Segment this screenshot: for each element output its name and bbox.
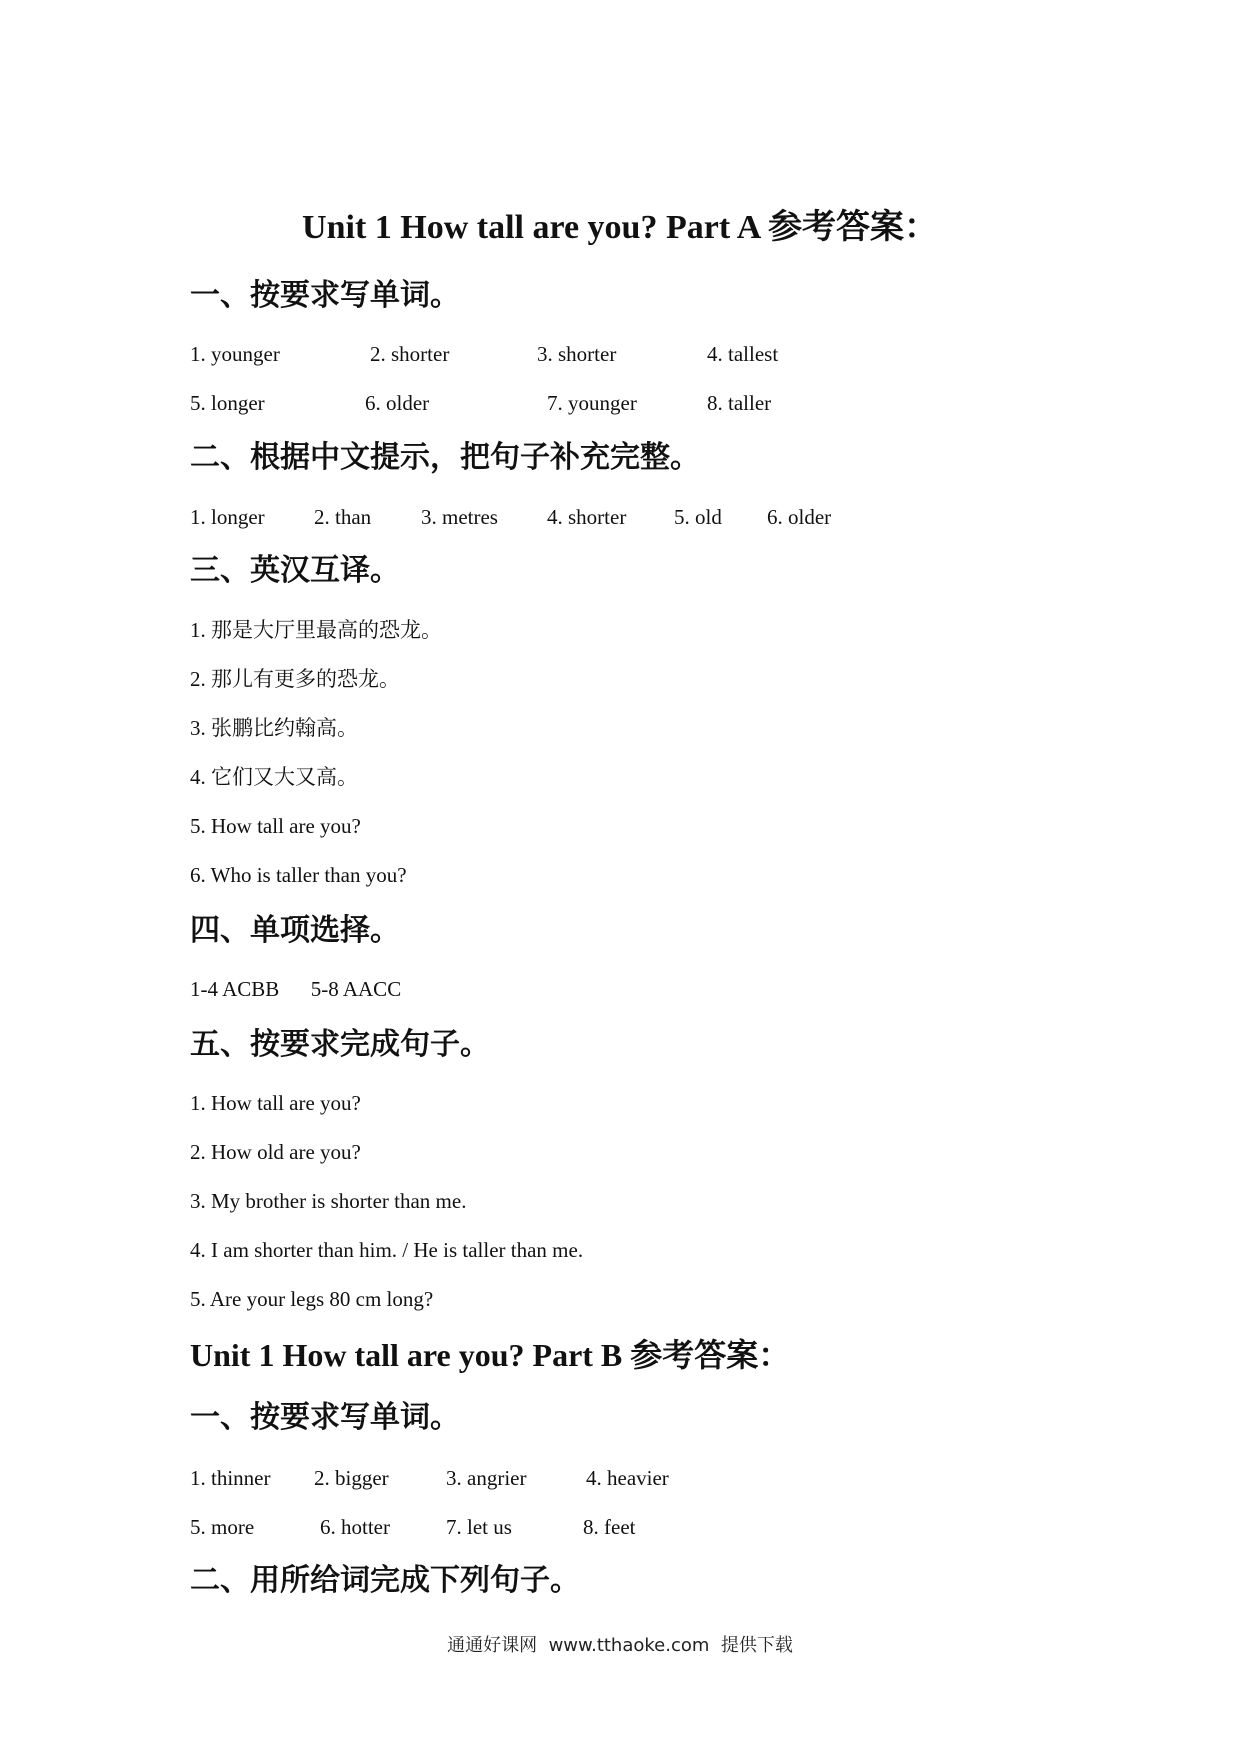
answer-item: 1. younger [190,342,280,366]
part-a-section-1-row-2 [190,390,890,416]
part-b-section-1-row-2 [190,1514,890,1540]
answer-item: 2. shorter [370,342,450,366]
sentence-line: 5. Are your legs 80 cm long? [190,1287,434,1311]
answer-item: 3. shorter [537,342,617,366]
answer-item: 6. older [767,505,832,529]
translation-line: 4. 它们又大又高。 [190,765,358,789]
part-b-title: Unit 1 How tall are you? Part B 参考答案： [190,1337,791,1373]
answer-item: 7. let us [446,1515,512,1539]
sentence-line: 3. My brother is shorter than me. [190,1189,467,1213]
answer-item: 4. tallest [707,342,779,366]
answer-item: 1. longer [190,505,265,529]
part-b-section-1-heading: 一、按要求写单词。 [190,1401,460,1434]
answer-item: 4. shorter [547,505,627,529]
answer-item: 5. old [674,505,722,529]
answer-item: 8. taller [707,391,772,415]
answer-item: 2. bigger [314,1466,389,1490]
part-a-section-2-row [190,504,890,530]
part-a-title: Unit 1 How tall are you? Part A 参考答案： [302,209,938,246]
footer-source-text: 通通好课网 www.tthaoke.com 提供下载 [447,1635,793,1656]
part-a-section-4-heading: 四、单项选择。 [190,914,400,947]
part-a-section-3-heading: 三、英汉互译。 [190,554,400,587]
answer-item: 6. older [365,391,430,415]
answer-item: 6. hotter [320,1515,390,1539]
answer-item: 3. metres [421,505,498,529]
answer-item: 4. heavier [586,1466,669,1490]
answer-item: 1. thinner [190,1466,271,1490]
part-b-section-1-row-1 [190,1465,890,1491]
sentence-line: 1. How tall are you? [190,1091,361,1115]
sentence-line: 4. I am shorter than him. / He is taller than me. [190,1238,584,1262]
translation-line: 6. Who is taller than you? [190,863,407,887]
part-b-section-2-heading: 二、用所给词完成下列句子。 [190,1564,580,1597]
part-a-section-1-heading: 一、按要求写单词。 [190,279,460,312]
translation-line: 1. 那是大厅里最高的恐龙。 [190,618,442,642]
part-a-section-5-heading: 五、按要求完成句子。 [190,1028,490,1061]
translation-line: 2. 那儿有更多的恐龙。 [190,667,400,691]
answer-item: 3. angrier [446,1466,527,1490]
answer-item: 5. longer [190,391,265,415]
translation-line: 3. 张鹏比约翰高。 [190,716,358,740]
answer-item: 8. feet [583,1515,636,1539]
answer-item: 7. younger [547,391,637,415]
part-a-section-2-heading: 二、根据中文提示，把句子补充完整。 [190,441,700,474]
answer-item: 5. more [190,1515,255,1539]
part-a-section-1-row-1 [190,341,890,367]
multiple-choice-answers: 1-4 ACBB 5-8 AACC [190,977,402,1001]
answer-item: 2. than [314,505,372,529]
sentence-line: 2. How old are you? [190,1140,361,1164]
translation-line: 5. How tall are you? [190,814,361,838]
